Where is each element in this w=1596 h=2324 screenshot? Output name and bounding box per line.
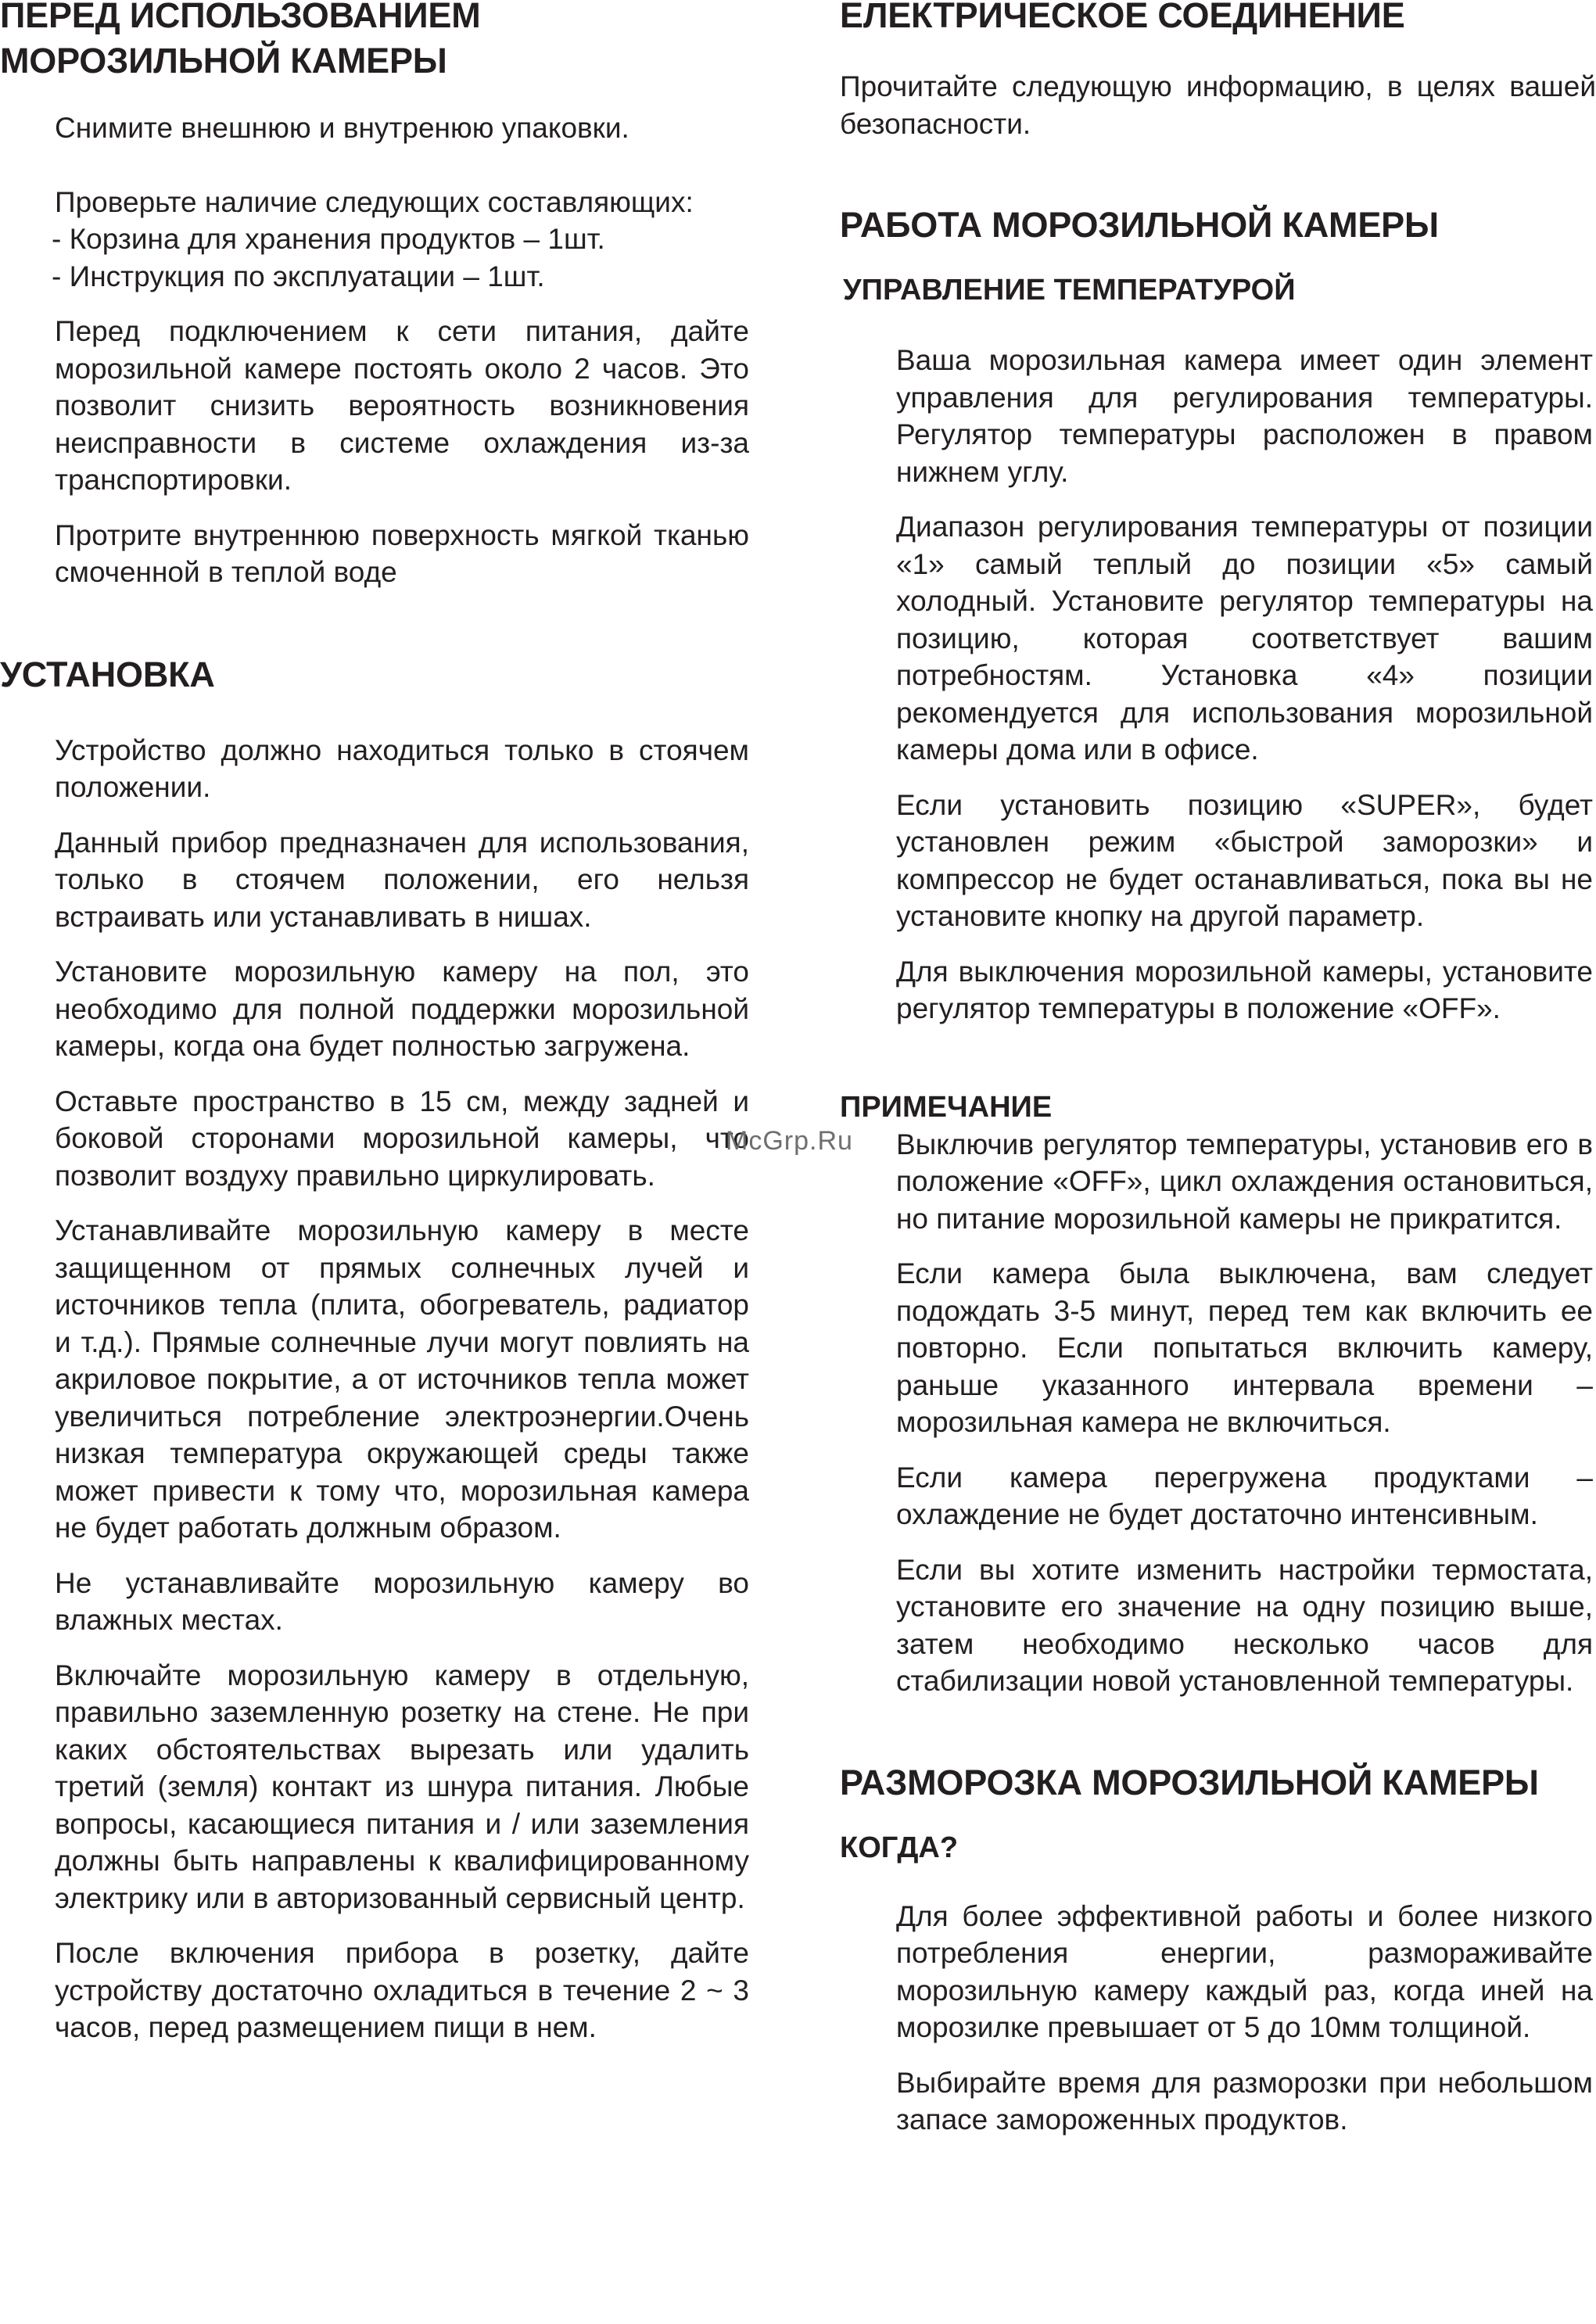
before-use-paragraph-4: Протрите внутреннюю поверхность мягкой тканью смоченной в теплой воде (55, 518, 749, 588)
operation-heading: РАБОТА МОРОЗИЛЬНОЙ КАМЕРЫ (840, 205, 1439, 245)
contents-checklist (52, 184, 749, 296)
before-use-heading-line1: ПЕРЕД ИСПОЛЬЗОВАНИЕМ (0, 0, 481, 35)
install-paragraph-4: Оставьте пространство в 15 см, между задней и боковой сторонами морозильной камеры, что позволит воздуху правильно циркулировать. (55, 1085, 749, 1192)
install-paragraph-2: Данный прибор предназначен для использования, только в стоячем положении, его нельзя встраивать или устанавливать в нишах. (55, 826, 749, 933)
note-heading: ПРИМЕЧАНИЕ (840, 1090, 1053, 1124)
checklist-intro: Проверьте наличие следующих составляющих: (55, 185, 694, 218)
install-paragraph-5: Устанавливайте морозильную камеру в месте защищенном от прямых солнечных лучей и источников тепла (плита, обогреватель, радиатор и т.д.). Прямые солнечные лучи могут повлиять на акриловое покрытие, а от источников тепла может увеличиться потребление электроэнергии.Очень низкая температура окружающей среды также может привести к тому что, морозильная камера не будет работать должным образом. (55, 1214, 749, 1544)
note-paragraph-3: Если камера перегружена продуктами – охлаждение не будет достаточно интенсивным. (896, 1461, 1593, 1530)
note-paragraph-4: Если вы хотите изменить настройки термостата, установите его значение на одну позицию выше, затем необходимо несколько часов для стабилизации новой установленной температуры. (896, 1553, 1593, 1697)
note-paragraph-1: Выключив регулятор температуры, установив его в положение «OFF», цикл охлаждения остановиться, но питание морозильной камеры не прикратится. (896, 1128, 1593, 1235)
note-paragraph-2: Если камера была выключена, вам следует подождать 3-5 минут, перед тем как включить ее повторно. Если попытаться включить камеру, раньше указанного интервала времени – морозильная камера не включиться. (896, 1257, 1593, 1438)
before-use-paragraph-1: Снимите внешнюю и внутренюю упаковки. (55, 112, 629, 144)
temperature-control-subheading: УПРАВЛЕНИЕ ТЕМПЕРАТУРОЙ (843, 274, 1296, 307)
defrost-when-subheading: КОГДА? (840, 1831, 959, 1864)
operation-paragraph-2: Диапазон регулирования температуры от позиции «1» самый теплый до позиции «5» самый холодный. Установите регулятор температуры на позицию, которая соответствует вашим потребностям. Установка «4» позиции рекомендуется для использования морозильной камеры дома или в офисе. (896, 511, 1593, 766)
operation-paragraph-1: Ваша морозильная камера имеет один элемент управления для регулирования температуры. Регулятор температуры расположен в правом нижнем углу. (896, 344, 1593, 488)
install-paragraph-6: Не устанавливайте морозильную камеру во влажных местах. (55, 1566, 749, 1636)
install-paragraph-3: Установите морозильную камеру на пол, это необходимо для полной поддержки морозильной камеры, когда она будет полностью загружена. (55, 956, 749, 1062)
before-use-paragraph-3: Перед подключением к сети питания, дайте морозильной камере постоять около 2 часов. Это позволит снизить вероятность возникновения неисправности в системе охлаждения из-за транспортировки. (55, 315, 749, 496)
checklist-item-basket: - Корзина для хранения продуктов – 1шт. (52, 223, 605, 255)
defrost-paragraph-1: Для более эффективной работы и более низкого потребления енергии, размораживайте морозильную камеру каждый раз, когда иней на морозилке превышает от 5 до 10мм толщиной. (896, 1899, 1593, 2043)
electric-heading: ЕЛЕКТРИЧЕСКОЕ СОЕДИНЕНИЕ (840, 0, 1405, 35)
defrost-heading: РАЗМОРОЗКА МОРОЗИЛЬНОЙ КАМЕРЫ (840, 1762, 1539, 1802)
install-paragraph-1: Устройство должно находиться только в стоячем положении. (55, 733, 749, 803)
install-paragraph-8: После включения прибора в розетку, дайте устройству достаточно охладиться в течение 2 ~ 3 часов, перед размещением пищи в нем. (55, 1937, 749, 2043)
checklist-item-manual: - Инструкция по эксплуатации – 1шт. (52, 260, 545, 292)
right-column (840, 0, 1596, 2139)
before-use-heading (0, 0, 752, 84)
electric-paragraph-1: Прочитайте следующую информацию, в целях вашей безопасности. (840, 70, 1596, 140)
defrost-paragraph-2: Выбирайте время для разморозки при небольшом запасе замороженных продуктов. (896, 2066, 1593, 2136)
left-column (0, 0, 752, 2046)
watermark: McGrp.Ru (726, 1126, 853, 1156)
operation-paragraph-4: Для выключения морозильной камеры, установите регулятор температуры в положение «OFF». (896, 955, 1593, 1024)
before-use-heading-line2: МОРОЗИЛЬНОЙ КАМЕРЫ (0, 41, 447, 81)
operation-paragraph-3: Если установить позицию «SUPER», будет установлен режим «быстрой заморозки» и компрессор не будет останавливаться, пока вы не установите кнопку на другой параметр. (896, 788, 1593, 932)
install-paragraph-7: Включайте морозильную камеру в отдельную, правильно заземленную розетку на стене. Не при каких обстоятельствах вырезать или удалить третий (земля) контакт из шнура питания. Любые вопросы, касающиеся питания и / или заземления должны быть направлены к квалифицированному электрику или в авторизованный сервисный центр. (55, 1659, 749, 1914)
install-heading: УСТАНОВКА (0, 654, 215, 694)
